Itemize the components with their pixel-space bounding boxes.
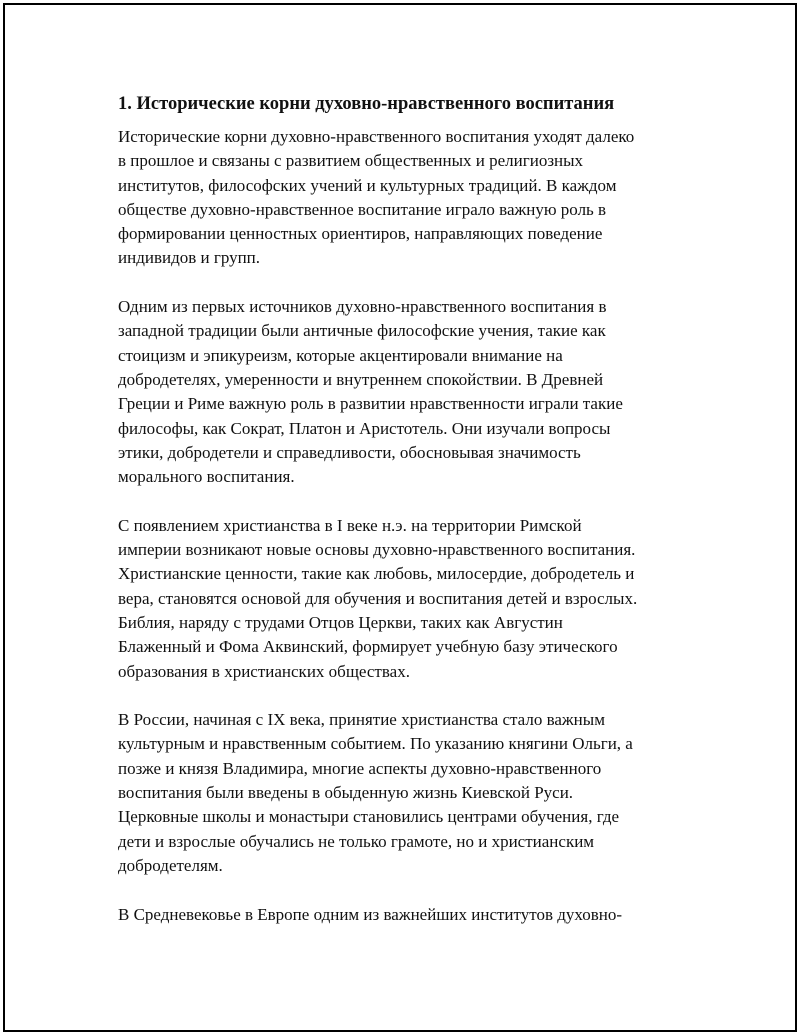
text-line: культурным и нравственным событием. По указанию княгини Ольги, а: [118, 734, 633, 754]
paragraph-4: [118, 708, 718, 878]
paragraph-5: [118, 903, 718, 927]
text-line: В России, начиная с IX века, принятие христианства стало важным: [118, 710, 605, 730]
text-line: институтов, философских учений и культурных традиций. В каждом: [118, 175, 617, 195]
text-line: Одним из первых источников духовно-нравственного воспитания в: [118, 297, 607, 317]
text-line: обществе духовно-нравственное воспитание играло важную роль в: [118, 199, 607, 219]
text-line: империи возникают новые основы духовно-нравственного воспитания.: [118, 540, 636, 560]
text-line: Греции и Риме важную роль в развитии нравственности играли такие: [118, 394, 623, 414]
text-line: вера, становятся основой для обучения и воспитания детей и взрослых.: [118, 588, 638, 608]
paragraph-3: [118, 514, 718, 684]
text-line: добродетелях, умеренности и внутреннем спокойствии. В Древней: [118, 369, 604, 389]
text-line: Блаженный и Фома Аквинский, формирует учебную базу этического: [118, 637, 618, 657]
text-line: западной традиции были античные философские учения, такие как: [118, 321, 606, 341]
text-line: добродетелям.: [118, 855, 223, 875]
text-line: философы, как Сократ, Платон и Аристотель. Они изучали вопросы: [118, 418, 611, 438]
text-line: воспитания были введены в обыденную жизнь Киевской Руси.: [118, 783, 574, 803]
text-line: позже и князя Владимира, многие аспекты духовно-нравственного: [118, 758, 602, 778]
text-line: С появлением христианства в I веке н.э. на территории Римской: [118, 515, 582, 535]
text-line: Христианские ценности, такие как любовь, милосердие, добродетель и: [118, 564, 635, 584]
document-body: [118, 92, 718, 951]
text-line: В Средневековье в Европе одним из важнейших институтов духовно-: [118, 904, 623, 924]
text-line: стоицизм и эпикуреизм, которые акцентировали внимание на: [118, 345, 563, 365]
paragraph-1: [118, 125, 718, 271]
text-line: в прошлое и связаны с развитием общественных и религиозных: [118, 151, 584, 171]
text-line: образования в христианских обществах.: [118, 661, 410, 681]
paragraph-2: [118, 295, 718, 489]
text-line: Библия, наряду с трудами Отцов Церкви, таких как Августин: [118, 612, 563, 632]
text-line: формировании ценностных ориентиров, направляющих поведение: [118, 224, 603, 244]
text-line: этики, добродетели и справедливости, обосновывая значимость: [118, 442, 581, 462]
text-line: Церковные школы и монастыри становились центрами обучения, где: [118, 807, 620, 827]
text-line: Исторические корни духовно-нравственного воспитания уходят далеко: [118, 127, 635, 146]
section-heading: 1. Исторические корни духовно-нравственного воспитания: [118, 94, 615, 114]
text-line: дети и взрослые обучались не только грамоте, но и христианским: [118, 831, 595, 851]
text-line: морального воспитания.: [118, 467, 295, 487]
text-line: индивидов и групп.: [118, 248, 261, 268]
